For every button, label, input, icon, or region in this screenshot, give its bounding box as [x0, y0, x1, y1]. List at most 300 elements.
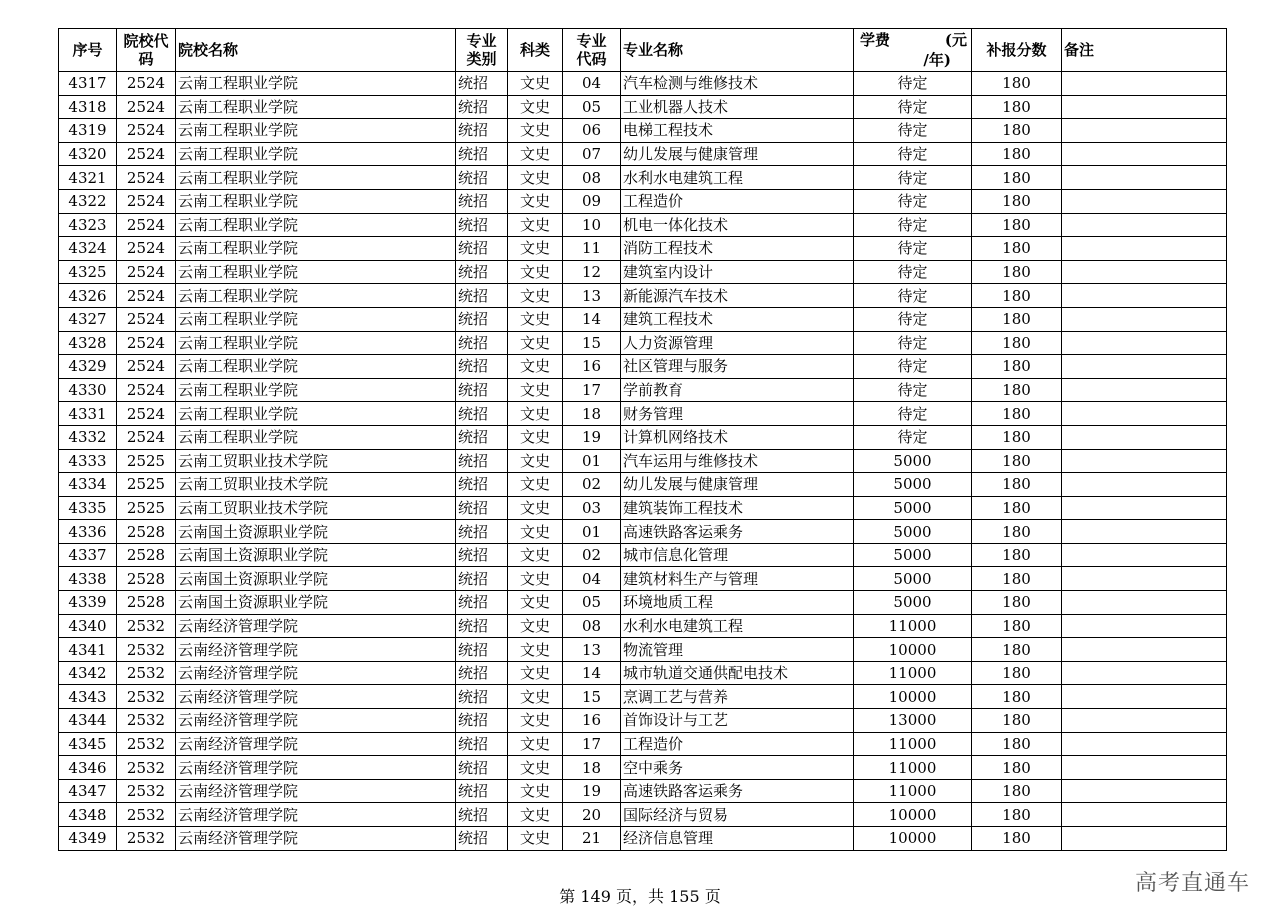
- cell-school-name: 云南工程职业学院: [176, 237, 456, 261]
- cell-major-type: 统招: [456, 591, 508, 615]
- cell-school-name: 云南经济管理学院: [176, 614, 456, 638]
- table-row: [59, 732, 1227, 756]
- cell-seq: 4321: [59, 166, 117, 190]
- cell-major-code: 03: [563, 496, 621, 520]
- table-row: [59, 614, 1227, 638]
- cell-subject: 文史: [508, 779, 563, 803]
- cell-major-type: 统招: [456, 307, 508, 331]
- table-row: [59, 284, 1227, 308]
- cell-major-type: 统招: [456, 213, 508, 237]
- header-remark: 备注: [1062, 29, 1227, 72]
- cell-seq: 4347: [59, 779, 117, 803]
- cell-seq: 4320: [59, 142, 117, 166]
- cell-subject: 文史: [508, 284, 563, 308]
- cell-school-code: 2524: [117, 355, 176, 379]
- cell-school-code: 2524: [117, 402, 176, 426]
- cell-subject: 文史: [508, 119, 563, 143]
- cell-subject: 文史: [508, 520, 563, 544]
- table-row: [59, 260, 1227, 284]
- cell-score: 180: [972, 213, 1062, 237]
- cell-major-type: 统招: [456, 709, 508, 733]
- cell-score: 180: [972, 378, 1062, 402]
- cell-fee: 待定: [854, 166, 972, 190]
- cell-remark: [1062, 237, 1227, 261]
- cell-school-code: 2532: [117, 779, 176, 803]
- cell-major-code: 16: [563, 355, 621, 379]
- cell-fee: 10000: [854, 803, 972, 827]
- cell-seq: 4345: [59, 732, 117, 756]
- cell-fee: 10000: [854, 685, 972, 709]
- cell-major-name: 水利水电建筑工程: [621, 166, 854, 190]
- cell-school-code: 2528: [117, 543, 176, 567]
- cell-school-name: 云南经济管理学院: [176, 709, 456, 733]
- header-fee-unit-close: /年): [923, 51, 951, 69]
- table-row: [59, 756, 1227, 780]
- cell-remark: [1062, 284, 1227, 308]
- cell-remark: [1062, 685, 1227, 709]
- cell-fee: 待定: [854, 237, 972, 261]
- cell-school-name: 云南工程职业学院: [176, 331, 456, 355]
- cell-score: 180: [972, 95, 1062, 119]
- cell-major-name: 高速铁路客运乘务: [621, 779, 854, 803]
- cell-major-type: 统招: [456, 803, 508, 827]
- cell-fee: 待定: [854, 119, 972, 143]
- cell-major-name: 汽车检测与维修技术: [621, 72, 854, 96]
- cell-fee: 11000: [854, 614, 972, 638]
- cell-subject: 文史: [508, 543, 563, 567]
- table-row: [59, 95, 1227, 119]
- table-row: [59, 661, 1227, 685]
- cell-remark: [1062, 638, 1227, 662]
- cell-school-code: 2524: [117, 425, 176, 449]
- cell-score: 180: [972, 284, 1062, 308]
- cell-subject: 文史: [508, 827, 563, 851]
- cell-subject: 文史: [508, 567, 563, 591]
- cell-score: 180: [972, 567, 1062, 591]
- cell-subject: 文史: [508, 473, 563, 497]
- cell-school-code: 2532: [117, 709, 176, 733]
- header-school-code-line2: 码: [138, 50, 154, 68]
- cell-major-type: 统招: [456, 779, 508, 803]
- cell-score: 180: [972, 685, 1062, 709]
- cell-seq: 4322: [59, 189, 117, 213]
- cell-major-name: 烹调工艺与营养: [621, 685, 854, 709]
- cell-remark: [1062, 756, 1227, 780]
- cell-score: 180: [972, 260, 1062, 284]
- cell-seq: 4324: [59, 237, 117, 261]
- cell-remark: [1062, 827, 1227, 851]
- cell-remark: [1062, 213, 1227, 237]
- cell-school-code: 2532: [117, 638, 176, 662]
- cell-fee: 5000: [854, 520, 972, 544]
- cell-score: 180: [972, 119, 1062, 143]
- cell-school-code: 2532: [117, 685, 176, 709]
- cell-school-code: 2525: [117, 496, 176, 520]
- cell-score: 180: [972, 307, 1062, 331]
- cell-fee: 5000: [854, 543, 972, 567]
- cell-school-code: 2532: [117, 732, 176, 756]
- cell-major-name: 社区管理与服务: [621, 355, 854, 379]
- cell-seq: 4334: [59, 473, 117, 497]
- cell-major-name: 首饰设计与工艺: [621, 709, 854, 733]
- cell-seq: 4332: [59, 425, 117, 449]
- header-major-code-line2: 代码: [576, 50, 607, 68]
- cell-major-type: 统招: [456, 72, 508, 96]
- cell-school-code: 2525: [117, 449, 176, 473]
- cell-major-code: 04: [563, 567, 621, 591]
- cell-major-name: 城市信息化管理: [621, 543, 854, 567]
- cell-remark: [1062, 166, 1227, 190]
- cell-remark: [1062, 543, 1227, 567]
- table-header: [59, 29, 1227, 72]
- cell-school-code: 2524: [117, 307, 176, 331]
- cell-major-code: 14: [563, 307, 621, 331]
- cell-major-type: 统招: [456, 520, 508, 544]
- cell-major-name: 幼儿发展与健康管理: [621, 142, 854, 166]
- cell-major-type: 统招: [456, 95, 508, 119]
- cell-school-code: 2524: [117, 119, 176, 143]
- header-subject: 科类: [508, 29, 563, 72]
- header-school-code-line1: 院校代: [123, 32, 169, 50]
- header-school-code: [117, 29, 176, 72]
- cell-school-code: 2524: [117, 237, 176, 261]
- cell-major-code: 12: [563, 260, 621, 284]
- cell-fee: 待定: [854, 72, 972, 96]
- cell-subject: 文史: [508, 591, 563, 615]
- cell-seq: 4333: [59, 449, 117, 473]
- cell-major-code: 09: [563, 189, 621, 213]
- cell-major-type: 统招: [456, 685, 508, 709]
- cell-school-name: 云南工程职业学院: [176, 72, 456, 96]
- cell-school-name: 云南工程职业学院: [176, 425, 456, 449]
- cell-major-name: 国际经济与贸易: [621, 803, 854, 827]
- cell-fee: 11000: [854, 661, 972, 685]
- cell-school-code: 2532: [117, 614, 176, 638]
- cell-seq: 4349: [59, 827, 117, 851]
- cell-remark: [1062, 331, 1227, 355]
- cell-major-code: 05: [563, 95, 621, 119]
- cell-school-name: 云南经济管理学院: [176, 685, 456, 709]
- cell-subject: 文史: [508, 378, 563, 402]
- cell-score: 180: [972, 756, 1062, 780]
- cell-major-type: 统招: [456, 567, 508, 591]
- cell-school-name: 云南工程职业学院: [176, 355, 456, 379]
- cell-school-name: 云南工贸职业技术学院: [176, 496, 456, 520]
- cell-major-name: 幼儿发展与健康管理: [621, 473, 854, 497]
- table-row: [59, 567, 1227, 591]
- cell-remark: [1062, 496, 1227, 520]
- table-row: [59, 496, 1227, 520]
- cell-subject: 文史: [508, 307, 563, 331]
- cell-fee: 待定: [854, 331, 972, 355]
- cell-major-type: 统招: [456, 661, 508, 685]
- cell-school-name: 云南国土资源职业学院: [176, 567, 456, 591]
- header-major-type-line2: 类别: [466, 50, 497, 68]
- cell-major-name: 建筑室内设计: [621, 260, 854, 284]
- cell-remark: [1062, 189, 1227, 213]
- table-row: [59, 827, 1227, 851]
- cell-major-code: 06: [563, 119, 621, 143]
- cell-major-type: 统招: [456, 284, 508, 308]
- cell-subject: 文史: [508, 260, 563, 284]
- cell-fee: 待定: [854, 260, 972, 284]
- cell-major-type: 统招: [456, 732, 508, 756]
- cell-score: 180: [972, 237, 1062, 261]
- cell-major-code: 18: [563, 402, 621, 426]
- cell-school-name: 云南工贸职业技术学院: [176, 473, 456, 497]
- cell-major-name: 空中乘务: [621, 756, 854, 780]
- cell-remark: [1062, 614, 1227, 638]
- cell-remark: [1062, 260, 1227, 284]
- table-row: [59, 709, 1227, 733]
- cell-score: 180: [972, 543, 1062, 567]
- cell-subject: 文史: [508, 166, 563, 190]
- cell-fee: 待定: [854, 142, 972, 166]
- table-row: [59, 189, 1227, 213]
- cell-school-name: 云南国土资源职业学院: [176, 591, 456, 615]
- cell-fee: 10000: [854, 638, 972, 662]
- cell-score: 180: [972, 166, 1062, 190]
- cell-major-code: 08: [563, 614, 621, 638]
- header-school-name: 院校名称: [176, 29, 456, 72]
- cell-subject: 文史: [508, 237, 563, 261]
- header-score: 补报分数: [972, 29, 1062, 72]
- cell-major-code: 11: [563, 237, 621, 261]
- cell-major-code: 14: [563, 661, 621, 685]
- cell-school-name: 云南经济管理学院: [176, 827, 456, 851]
- cell-major-code: 13: [563, 284, 621, 308]
- cell-major-code: 01: [563, 449, 621, 473]
- table-row: [59, 425, 1227, 449]
- cell-school-code: 2524: [117, 284, 176, 308]
- cell-major-type: 统招: [456, 425, 508, 449]
- cell-seq: 4340: [59, 614, 117, 638]
- cell-school-name: 云南经济管理学院: [176, 732, 456, 756]
- table-row: [59, 779, 1227, 803]
- cell-remark: [1062, 449, 1227, 473]
- cell-score: 180: [972, 142, 1062, 166]
- cell-major-code: 13: [563, 638, 621, 662]
- cell-major-code: 19: [563, 779, 621, 803]
- cell-major-type: 统招: [456, 119, 508, 143]
- cell-major-type: 统招: [456, 638, 508, 662]
- cell-major-name: 建筑工程技术: [621, 307, 854, 331]
- table-row: [59, 166, 1227, 190]
- cell-school-name: 云南工程职业学院: [176, 189, 456, 213]
- cell-score: 180: [972, 189, 1062, 213]
- cell-subject: 文史: [508, 355, 563, 379]
- table-row: [59, 213, 1227, 237]
- cell-school-name: 云南经济管理学院: [176, 638, 456, 662]
- cell-seq: 4336: [59, 520, 117, 544]
- cell-school-code: 2524: [117, 142, 176, 166]
- cell-major-code: 15: [563, 685, 621, 709]
- cell-seq: 4318: [59, 95, 117, 119]
- cell-subject: 文史: [508, 72, 563, 96]
- cell-major-name: 计算机网络技术: [621, 425, 854, 449]
- cell-school-name: 云南工程职业学院: [176, 378, 456, 402]
- cell-major-type: 统招: [456, 166, 508, 190]
- cell-fee: 待定: [854, 402, 972, 426]
- cell-remark: [1062, 520, 1227, 544]
- cell-school-name: 云南工贸职业技术学院: [176, 449, 456, 473]
- cell-subject: 文史: [508, 661, 563, 685]
- cell-major-name: 物流管理: [621, 638, 854, 662]
- cell-school-name: 云南经济管理学院: [176, 803, 456, 827]
- header-major-type-line1: 专业: [466, 32, 497, 50]
- cell-fee: 5000: [854, 591, 972, 615]
- cell-fee: 待定: [854, 189, 972, 213]
- cell-major-code: 02: [563, 543, 621, 567]
- cell-major-name: 建筑装饰工程技术: [621, 496, 854, 520]
- cell-seq: 4338: [59, 567, 117, 591]
- cell-school-code: 2532: [117, 661, 176, 685]
- cell-major-name: 工业机器人技术: [621, 95, 854, 119]
- cell-subject: 文史: [508, 425, 563, 449]
- cell-major-code: 05: [563, 591, 621, 615]
- cell-school-code: 2525: [117, 473, 176, 497]
- cell-major-type: 统招: [456, 378, 508, 402]
- cell-remark: [1062, 72, 1227, 96]
- cell-subject: 文史: [508, 685, 563, 709]
- cell-school-code: 2532: [117, 803, 176, 827]
- cell-seq: 4346: [59, 756, 117, 780]
- cell-fee: 待定: [854, 378, 972, 402]
- cell-score: 180: [972, 614, 1062, 638]
- cell-school-name: 云南国土资源职业学院: [176, 520, 456, 544]
- cell-seq: 4328: [59, 331, 117, 355]
- cell-school-code: 2528: [117, 567, 176, 591]
- cell-fee: 5000: [854, 567, 972, 591]
- cell-seq: 4335: [59, 496, 117, 520]
- cell-major-name: 消防工程技术: [621, 237, 854, 261]
- cell-major-name: 财务管理: [621, 402, 854, 426]
- table-row: [59, 378, 1227, 402]
- cell-school-name: 云南工程职业学院: [176, 119, 456, 143]
- cell-school-code: 2532: [117, 827, 176, 851]
- cell-school-code: 2524: [117, 378, 176, 402]
- cell-major-name: 城市轨道交通供配电技术: [621, 661, 854, 685]
- cell-fee: 5000: [854, 449, 972, 473]
- cell-major-code: 19: [563, 425, 621, 449]
- cell-remark: [1062, 732, 1227, 756]
- cell-fee: 待定: [854, 355, 972, 379]
- cell-score: 180: [972, 661, 1062, 685]
- cell-score: 180: [972, 520, 1062, 544]
- table-row: [59, 638, 1227, 662]
- cell-seq: 4348: [59, 803, 117, 827]
- table-row: [59, 237, 1227, 261]
- cell-fee: 13000: [854, 709, 972, 733]
- table-row: [59, 402, 1227, 426]
- cell-score: 180: [972, 449, 1062, 473]
- header-seq: 序号: [59, 29, 117, 72]
- cell-remark: [1062, 779, 1227, 803]
- cell-score: 180: [972, 591, 1062, 615]
- cell-score: 180: [972, 496, 1062, 520]
- cell-remark: [1062, 142, 1227, 166]
- header-fee: [854, 29, 972, 72]
- cell-subject: 文史: [508, 402, 563, 426]
- cell-subject: 文史: [508, 496, 563, 520]
- header-fee-line1: 学费: [860, 31, 891, 49]
- cell-remark: [1062, 307, 1227, 331]
- cell-major-type: 统招: [456, 355, 508, 379]
- table-row: [59, 520, 1227, 544]
- header-row: [59, 29, 1227, 72]
- cell-school-name: 云南经济管理学院: [176, 756, 456, 780]
- cell-subject: 文史: [508, 638, 563, 662]
- cell-major-code: 18: [563, 756, 621, 780]
- cell-score: 180: [972, 779, 1062, 803]
- cell-major-type: 统招: [456, 142, 508, 166]
- cell-school-code: 2528: [117, 520, 176, 544]
- cell-seq: 4319: [59, 119, 117, 143]
- cell-major-code: 07: [563, 142, 621, 166]
- cell-subject: 文史: [508, 449, 563, 473]
- cell-score: 180: [972, 803, 1062, 827]
- cell-subject: 文史: [508, 95, 563, 119]
- cell-school-name: 云南工程职业学院: [176, 307, 456, 331]
- cell-seq: 4344: [59, 709, 117, 733]
- cell-major-code: 04: [563, 72, 621, 96]
- cell-school-name: 云南工程职业学院: [176, 402, 456, 426]
- cell-fee: 11000: [854, 756, 972, 780]
- header-fee-wrap: [854, 29, 971, 71]
- cell-school-name: 云南经济管理学院: [176, 779, 456, 803]
- header-major-code-line1: 专业: [576, 32, 607, 50]
- cell-school-code: 2524: [117, 260, 176, 284]
- table-row: [59, 591, 1227, 615]
- cell-major-name: 新能源汽车技术: [621, 284, 854, 308]
- watermark: 高考直通车: [1134, 871, 1250, 896]
- cell-score: 180: [972, 827, 1062, 851]
- cell-major-code: 20: [563, 803, 621, 827]
- cell-school-name: 云南工程职业学院: [176, 260, 456, 284]
- cell-school-code: 2532: [117, 756, 176, 780]
- cell-major-name: 汽车运用与维修技术: [621, 449, 854, 473]
- cell-school-name: 云南工程职业学院: [176, 166, 456, 190]
- cell-remark: [1062, 378, 1227, 402]
- cell-score: 180: [972, 331, 1062, 355]
- cell-remark: [1062, 119, 1227, 143]
- cell-major-code: 21: [563, 827, 621, 851]
- table-body: [59, 72, 1227, 851]
- cell-major-type: 统招: [456, 827, 508, 851]
- table-row: [59, 119, 1227, 143]
- cell-seq: 4325: [59, 260, 117, 284]
- cell-fee: 5000: [854, 496, 972, 520]
- table-row: [59, 142, 1227, 166]
- cell-remark: [1062, 803, 1227, 827]
- cell-major-name: 建筑材料生产与管理: [621, 567, 854, 591]
- cell-subject: 文史: [508, 142, 563, 166]
- cell-major-type: 统招: [456, 756, 508, 780]
- cell-seq: 4329: [59, 355, 117, 379]
- cell-seq: 4342: [59, 661, 117, 685]
- cell-remark: [1062, 425, 1227, 449]
- cell-score: 180: [972, 402, 1062, 426]
- cell-score: 180: [972, 732, 1062, 756]
- cell-major-name: 水利水电建筑工程: [621, 614, 854, 638]
- cell-major-code: 08: [563, 166, 621, 190]
- cell-remark: [1062, 709, 1227, 733]
- admission-table: [58, 28, 1227, 851]
- table-row: [59, 803, 1227, 827]
- cell-major-type: 统招: [456, 189, 508, 213]
- cell-subject: 文史: [508, 189, 563, 213]
- cell-school-code: 2524: [117, 166, 176, 190]
